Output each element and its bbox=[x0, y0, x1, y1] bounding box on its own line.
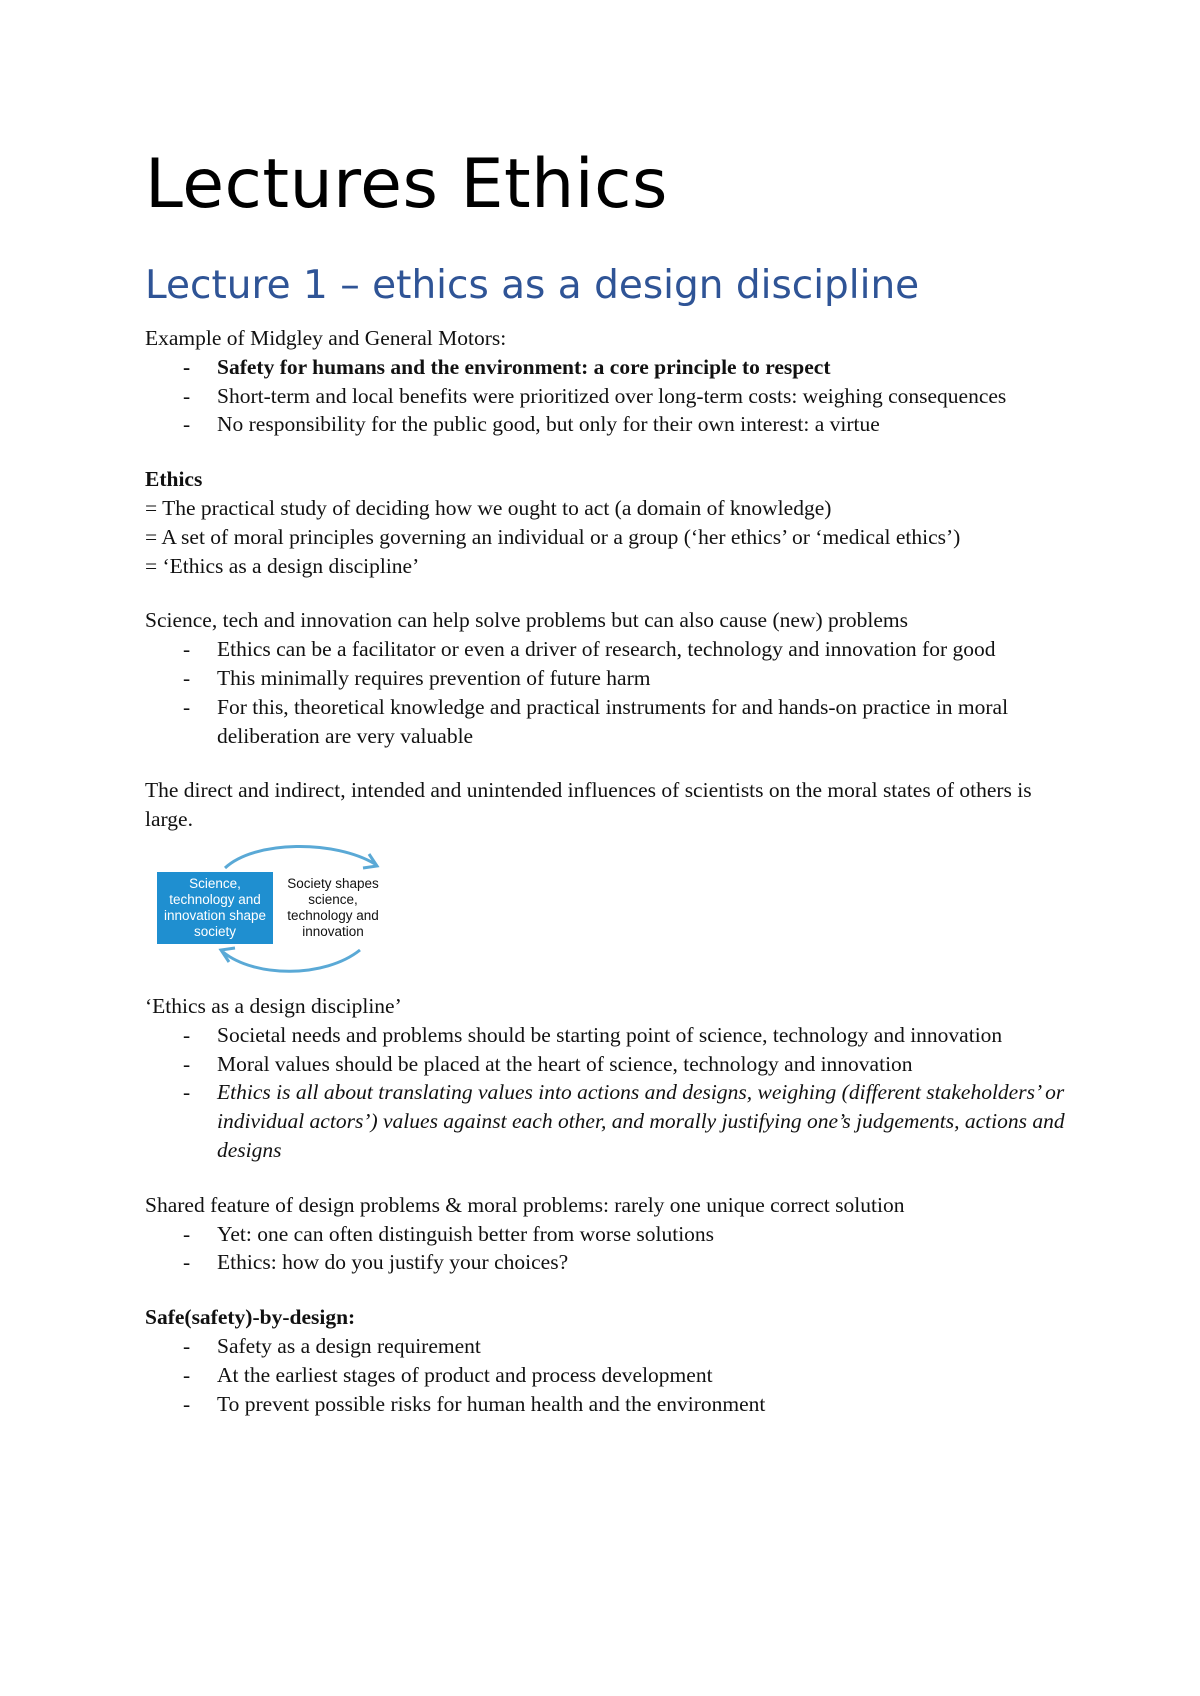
list-item: - This minimally requires prevention of future harm bbox=[145, 664, 1075, 693]
list-item: - Safety as a design requirement bbox=[145, 1332, 1075, 1361]
document-title: Lectures Ethics bbox=[145, 145, 668, 224]
list-item: - Short-term and local benefits were prioritized over long-term costs: weighing consequences bbox=[145, 382, 1075, 411]
society-science-diagram bbox=[145, 838, 405, 978]
list-item: - Ethics is all about translating values into actions and designs, weighing (different stakeholders’ or individual actors’) values against each other, and morally justifying one’s judgements, actions and designs bbox=[145, 1078, 1075, 1164]
midgley-intro: Example of Midgley and General Motors: bbox=[145, 326, 507, 350]
lecture-heading: Lecture 1 – ethics as a design discipline bbox=[145, 263, 920, 308]
list-item: - To prevent possible risks for human health and the environment bbox=[145, 1390, 1075, 1419]
list-item: - Yet: one can often distinguish better from worse solutions bbox=[145, 1220, 1075, 1249]
list-item: - Moral values should be placed at the heart of science, technology and innovation bbox=[145, 1050, 1075, 1079]
science-shapes-society-box: Science, technology and innovation shape society bbox=[157, 872, 273, 944]
society-shapes-science-box: Society shapes science, technology and innovation bbox=[287, 875, 379, 939]
ethics-definition: = A set of moral principles governing an individual or a group (‘her ethics’ or ‘medical ethics’) bbox=[145, 524, 961, 549]
shared-feature-intro: Shared feature of design problems & moral problems: rarely one unique correct solution bbox=[145, 1192, 905, 1217]
science-intro: Science, tech and innovation can help solve problems but can also cause (new) problems bbox=[145, 608, 909, 633]
science-list bbox=[145, 635, 1075, 750]
list-item: - At the earliest stages of product and process development bbox=[145, 1361, 1075, 1390]
list-item: - Societal needs and problems should be starting point of science, technology and innovation bbox=[145, 1021, 1075, 1050]
design-discipline-intro: ‘Ethics as a design discipline’ bbox=[145, 993, 402, 1018]
list-item: - Ethics can be a facilitator or even a driver of research, technology and innovation for good bbox=[145, 635, 1075, 664]
list-item: - For this, theoretical knowledge and practical instruments for and hands-on practice in moral deliberation are very valuable bbox=[145, 693, 1075, 751]
influence-paragraph: The direct and indirect, intended and unintended influences of scientists on the moral states of others is large. bbox=[145, 778, 1032, 832]
safe-by-design-heading: Safe(safety)-by-design: bbox=[145, 1305, 356, 1330]
list-item: - Safety for humans and the environment: a core principle to respect bbox=[145, 353, 1075, 382]
safe-by-design-list bbox=[145, 1332, 1075, 1418]
document-body bbox=[145, 324, 1075, 1418]
ethics-definition: = ‘Ethics as a design discipline’ bbox=[145, 553, 420, 578]
list-item: - Ethics: how do you justify your choices? bbox=[145, 1248, 1075, 1277]
ethics-definition: = The practical study of deciding how we ought to act (a domain of knowledge) bbox=[145, 495, 832, 520]
ethics-heading: Ethics bbox=[145, 467, 203, 492]
shared-feature-list bbox=[145, 1220, 1075, 1278]
design-discipline-list bbox=[145, 1021, 1075, 1165]
list-item: - No responsibility for the public good, but only for their own interest: a virtue bbox=[145, 410, 1075, 439]
midgley-list bbox=[145, 353, 1075, 439]
